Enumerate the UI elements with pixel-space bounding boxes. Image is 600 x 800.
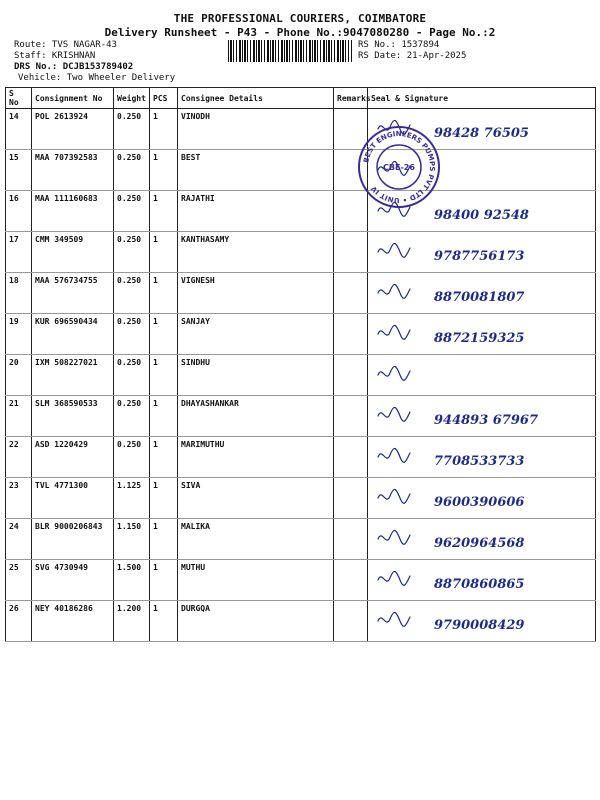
company-seal-stamp	[356, 124, 442, 210]
row-pcs: 1	[150, 232, 178, 273]
row-remarks	[334, 273, 368, 314]
handwritten-phone: 98428 76505	[434, 126, 529, 141]
signature-scribble	[378, 489, 410, 503]
row-sno: 16	[6, 191, 32, 232]
row-consignee: VIGNESH	[178, 273, 334, 314]
row-consignment-no: SVG 4730949	[32, 560, 114, 601]
row-consignee: MARIMUTHU	[178, 437, 334, 478]
row-pcs: 1	[150, 191, 178, 232]
row-sno: 24	[6, 519, 32, 560]
row-consignment-no: BLR 9000206843	[32, 519, 114, 560]
signature-scribble	[378, 366, 410, 380]
table-row	[6, 601, 596, 642]
table-row	[6, 109, 596, 150]
row-sno: 23	[6, 478, 32, 519]
row-consignee: KANTHASAMY	[178, 232, 334, 273]
company-title: THE PROFESSIONAL COURIERS, COIMBATORE	[173, 12, 427, 25]
row-pcs: 1	[150, 273, 178, 314]
row-weight: 0.250	[114, 437, 150, 478]
row-sno: 25	[6, 560, 32, 601]
row-remarks	[334, 601, 368, 642]
table-row	[6, 437, 596, 478]
table-header-row	[6, 88, 596, 109]
svg-text:CBE-26: CBE-26	[383, 163, 415, 172]
barcode	[228, 40, 352, 62]
table-row	[6, 314, 596, 355]
row-weight: 0.250	[114, 273, 150, 314]
svg-text:BEST ENGINEERS PUMPS PVT LTD •: BEST ENGINEERS PUMPS PVT LTD • UNIT IV	[362, 129, 437, 205]
vehicle-label: Vehicle: Two Wheeler Delivery	[18, 73, 176, 83]
row-consignee: VINODH	[178, 109, 334, 150]
row-remarks	[334, 355, 368, 396]
handwritten-phone: 9620964568	[434, 536, 525, 551]
handwritten-phone: 98400 92548	[434, 208, 529, 223]
table-row	[6, 519, 596, 560]
drs-label: DRS No.: DCJB153789402	[14, 62, 134, 72]
col-weight: Weight	[114, 88, 150, 109]
signature-scribble	[378, 407, 410, 421]
row-consignment-no: CMM 349509	[32, 232, 114, 273]
signature-scribble	[378, 284, 410, 298]
row-consignment-no: ASD 1220429	[32, 437, 114, 478]
col-consignment: Consignment No	[32, 88, 114, 109]
col-remarks: Remarks	[334, 88, 368, 109]
row-pcs: 1	[150, 109, 178, 150]
table-row	[6, 150, 596, 191]
row-consignment-no: IXM 508227021	[32, 355, 114, 396]
row-pcs: 1	[150, 355, 178, 396]
row-signature	[368, 560, 596, 601]
row-sno: 18	[6, 273, 32, 314]
row-consignment-no: NEY 40186286	[32, 601, 114, 642]
handwritten-phone: 9790008429	[434, 618, 525, 633]
row-weight: 0.250	[114, 232, 150, 273]
row-pcs: 1	[150, 314, 178, 355]
col-consignee: Consignee Details	[178, 88, 334, 109]
staff-label: Staff: KRISHNAN	[14, 51, 96, 61]
row-weight: 0.250	[114, 150, 150, 191]
row-sno: 26	[6, 601, 32, 642]
row-consignment-no: MAA 576734755	[32, 273, 114, 314]
rs-date: RS Date: 21-Apr-2025	[358, 51, 467, 61]
row-consignee: MALIKA	[178, 519, 334, 560]
signature-scribble	[378, 571, 410, 585]
handwritten-phone: 8870081807	[434, 290, 525, 305]
row-weight: 0.250	[114, 109, 150, 150]
signature-scribble	[378, 530, 410, 544]
row-weight: 0.250	[114, 191, 150, 232]
row-signature	[368, 601, 596, 642]
row-remarks	[334, 478, 368, 519]
row-signature	[368, 396, 596, 437]
col-signature: Seal & Signature	[368, 88, 596, 109]
row-consignee: SIVA	[178, 478, 334, 519]
table-row	[6, 560, 596, 601]
row-remarks	[334, 396, 368, 437]
row-signature	[368, 355, 596, 396]
rs-number: RS No.: 1537894	[358, 40, 440, 50]
row-consignment-no: MAA 111160683	[32, 191, 114, 232]
table-row	[6, 273, 596, 314]
row-pcs: 1	[150, 437, 178, 478]
row-consignment-no: TVL 4771300	[32, 478, 114, 519]
row-consignee: MUTHU	[178, 560, 334, 601]
row-pcs: 1	[150, 560, 178, 601]
row-consignee: SANJAY	[178, 314, 334, 355]
row-remarks	[334, 437, 368, 478]
row-pcs: 1	[150, 519, 178, 560]
table-row	[6, 191, 596, 232]
handwritten-phone: 8870860865	[434, 577, 525, 592]
row-sno: 19	[6, 314, 32, 355]
row-sno: 15	[6, 150, 32, 191]
row-consignee: DURGQA	[178, 601, 334, 642]
row-consignment-no: POL 2613924	[32, 109, 114, 150]
row-remarks	[334, 560, 368, 601]
row-signature	[368, 437, 596, 478]
row-remarks	[334, 519, 368, 560]
row-pcs: 1	[150, 478, 178, 519]
route-label: Route: TVS NAGAR-43	[14, 40, 117, 50]
row-weight: 0.250	[114, 355, 150, 396]
handwritten-phone: 7708533733	[434, 454, 525, 469]
row-weight: 0.250	[114, 314, 150, 355]
row-remarks	[334, 232, 368, 273]
row-consignee: RAJATHI	[178, 191, 334, 232]
row-pcs: 1	[150, 601, 178, 642]
row-consignee: DHAYASHANKAR	[178, 396, 334, 437]
handwritten-phone: 944893 67967	[434, 413, 539, 428]
col-pcs: PCS	[150, 88, 178, 109]
row-consignee: SINDHU	[178, 355, 334, 396]
row-signature	[368, 314, 596, 355]
col-sno: S No	[6, 88, 32, 109]
signature-scribble	[378, 448, 410, 462]
runsheet-subtitle: Delivery Runsheet - P43 - Phone No.:9047080280 - Page No.:2	[104, 26, 496, 39]
row-sno: 14	[6, 109, 32, 150]
row-sno: 21	[6, 396, 32, 437]
row-weight: 0.250	[114, 396, 150, 437]
table-row	[6, 478, 596, 519]
row-pcs: 1	[150, 150, 178, 191]
row-signature	[368, 232, 596, 273]
signature-scribble	[378, 325, 410, 339]
handwritten-phone: 8872159325	[434, 331, 525, 346]
row-sno: 20	[6, 355, 32, 396]
row-sno: 22	[6, 437, 32, 478]
row-weight: 1.200	[114, 601, 150, 642]
signature-scribble	[378, 243, 410, 257]
table-row	[6, 396, 596, 437]
handwritten-phone: 9600390606	[434, 495, 525, 510]
table-row	[6, 232, 596, 273]
row-sno: 17	[6, 232, 32, 273]
row-weight: 1.150	[114, 519, 150, 560]
runsheet-table	[5, 87, 596, 642]
row-consignment-no: KUR 696590434	[32, 314, 114, 355]
row-weight: 1.500	[114, 560, 150, 601]
row-pcs: 1	[150, 396, 178, 437]
row-remarks	[334, 314, 368, 355]
signature-scribble	[378, 612, 410, 626]
row-weight: 1.125	[114, 478, 150, 519]
row-consignment-no: MAA 707392583	[32, 150, 114, 191]
row-signature	[368, 273, 596, 314]
row-signature	[368, 519, 596, 560]
row-consignment-no: SLM 368590533	[32, 396, 114, 437]
row-signature	[368, 478, 596, 519]
row-consignee: BEST	[178, 150, 334, 191]
table-row	[6, 355, 596, 396]
handwritten-phone: 9787756173	[434, 249, 525, 264]
